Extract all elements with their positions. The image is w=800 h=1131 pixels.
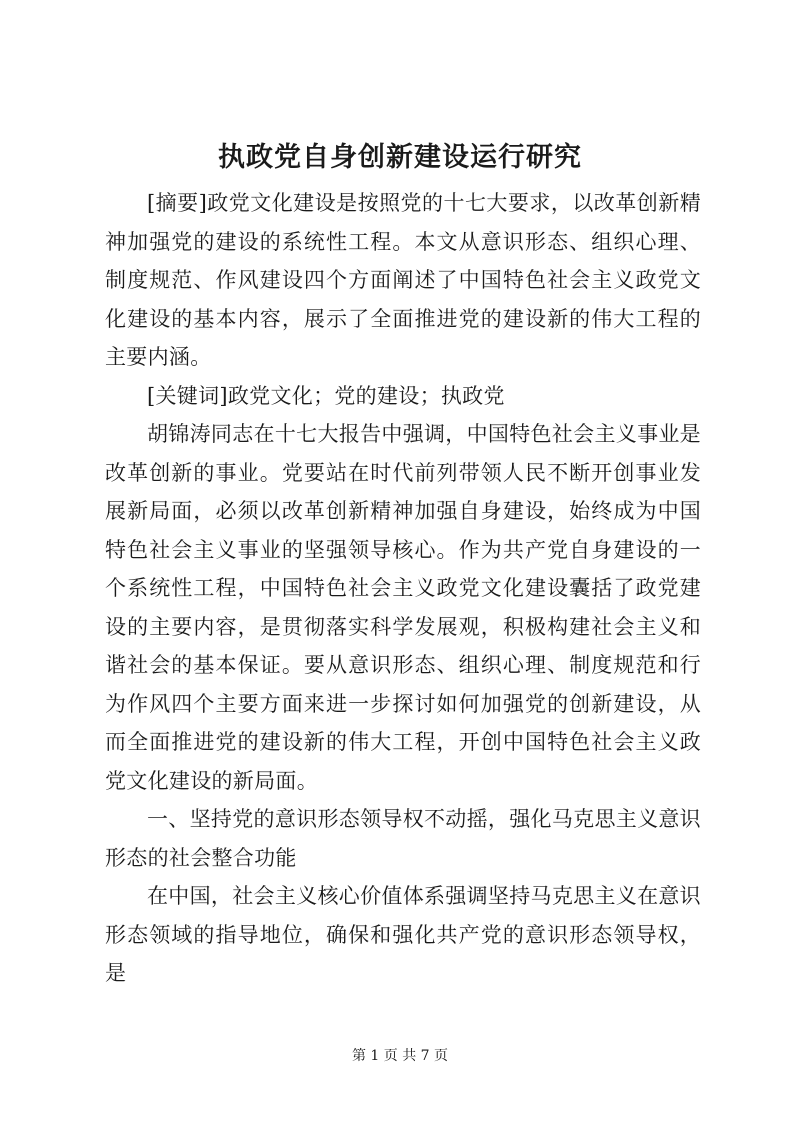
intro-paragraph: 胡锦涛同志在十七大报告中强调，中国特色社会主义事业是改革创新的事业。党要站在时代前列带领人民不断开创事业发展新局面，必须以改革创新精神加强自身建设，始终成为中国特色社会主义事业的坚强领导核心。作为共产党自身建设的一个系统性工程，中国特色社会主义政党文化建设囊括了政党建设的主要内容，是贯彻落实科学发展观，积极构建社会主义和谐社会的基本保证。要从意识形态、组织心理、制度规范和行为作风四个主要方面来进一步探讨如何加强党的创新建设，从而全面推进党的建设新的伟大工程，开创中国特色社会主义政党文化建设的新局面。	[105, 422, 701, 793]
section-heading-1: 一、坚持党的意识形态领导权不动摇，强化马克思主义意识形态的社会整合功能	[105, 807, 701, 870]
document-title: 执政党自身创新建设运行研究	[218, 142, 582, 173]
keywords-paragraph: [关键词]政党文化；党的建设；执政党	[147, 383, 505, 408]
document-body	[105, 184, 701, 993]
page-footer: 第 1 页 共 7 页	[351, 1048, 449, 1064]
section-1-paragraph: 在中国，社会主义核心价值体系强调坚持马克思主义在意识形态领域的指导地位，确保和强化共产党的意识形态领导权，是	[105, 884, 701, 985]
abstract-paragraph: [摘要]政党文化建设是按照党的十七大要求，以改革创新精神加强党的建设的系统性工程。本文从意识形态、组织心理、制度规范、作风建设四个方面阐述了中国特色社会主义政党文化建设的基本内容，展示了全面推进党的建设新的伟大工程的主要内涵。	[105, 191, 701, 369]
